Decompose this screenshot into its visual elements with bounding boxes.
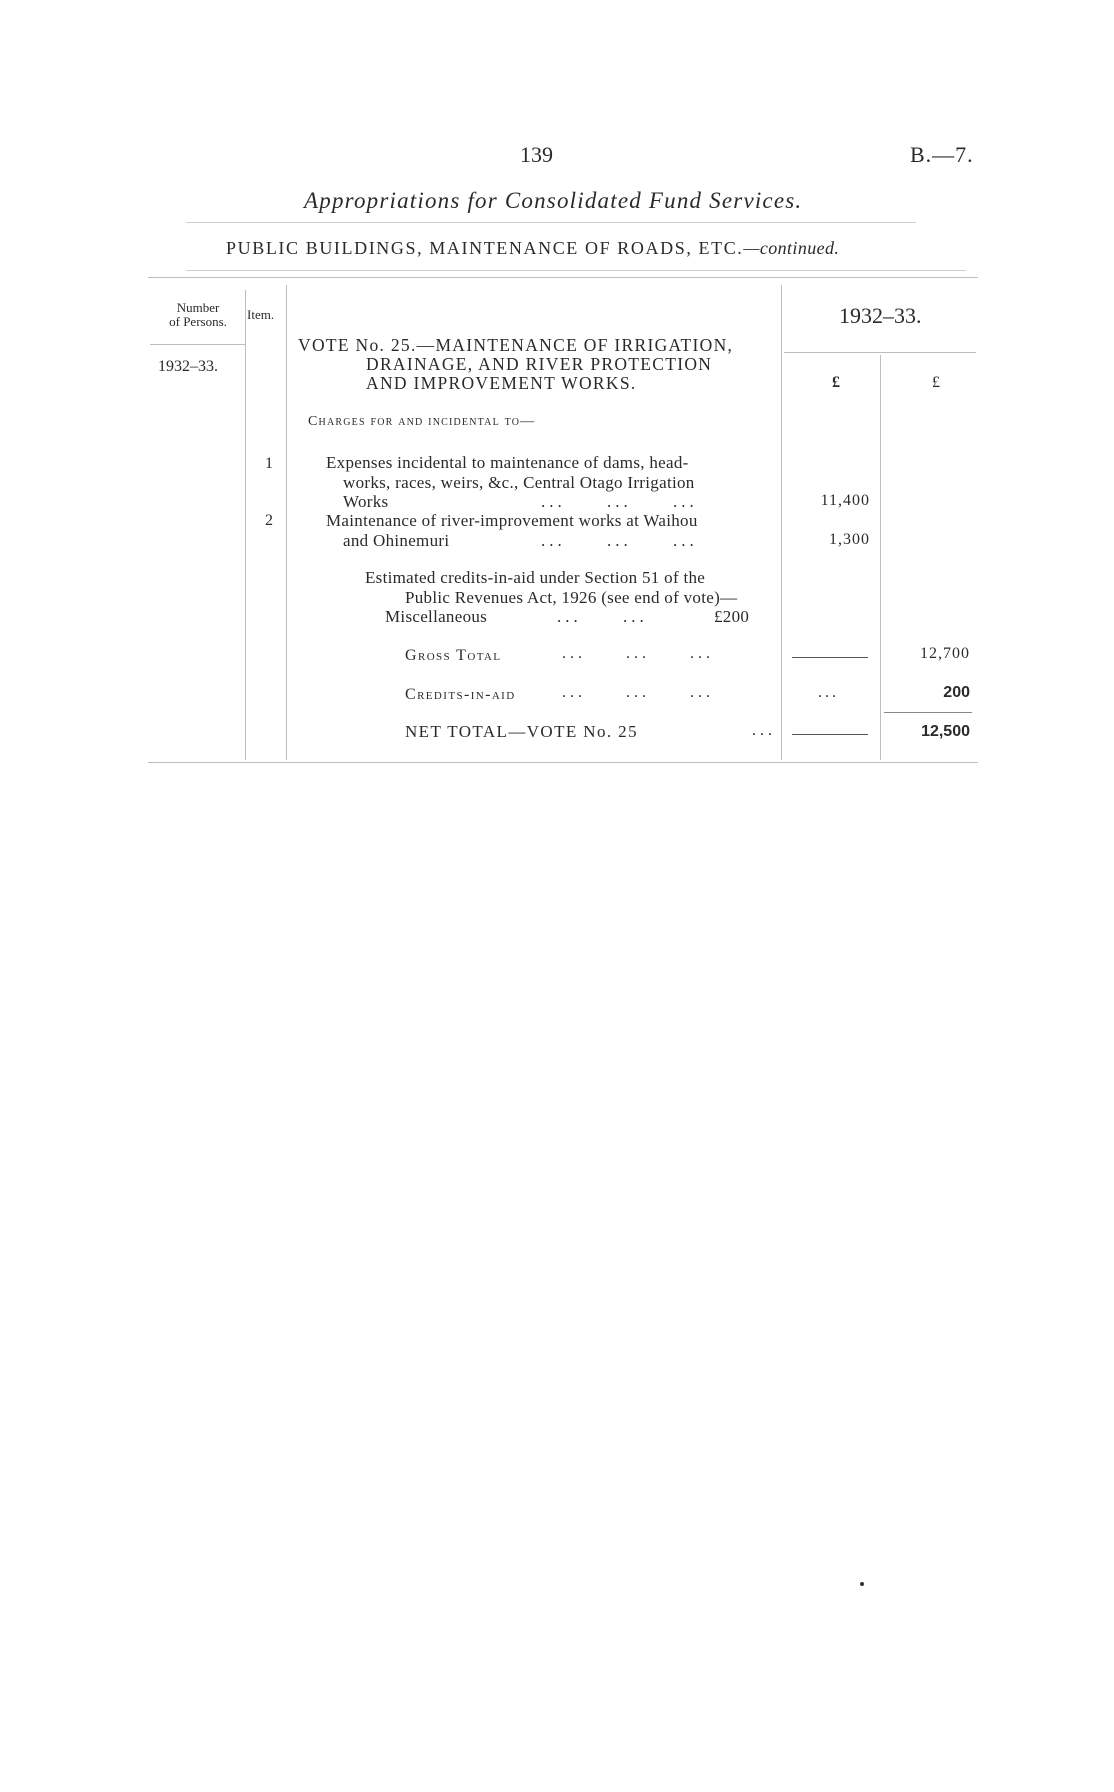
item-number-1: 1 [265, 455, 273, 472]
item-1-amount: 11,400 [820, 492, 870, 509]
credits-in-aid-leader-dots: ... ... ... [562, 684, 714, 701]
number-header-rule [150, 344, 246, 345]
item-2-description [326, 511, 776, 550]
vote-title-line2: DRAINAGE, AND RIVER PROTECTION [366, 354, 713, 374]
item-1-line1: Expenses incidental to maintenance of dams, head- [326, 453, 689, 472]
gross-total-label: Gross Total [405, 647, 502, 664]
heading-rule [186, 222, 916, 223]
gross-total-rule [792, 657, 868, 658]
gross-total-amount: 12,700 [920, 645, 970, 662]
number-header-line1: Number [176, 300, 220, 315]
item-1-line2: works, races, weirs, &c., Central Otago Irrigation [343, 472, 695, 492]
vote-title-line3: AND IMPROVEMENT WORKS. [366, 373, 637, 393]
credits-in-aid-subtotal: ... [818, 684, 839, 701]
year-header: 1932–33. [839, 303, 922, 328]
table-bottom-rule [148, 762, 978, 763]
item-2-line2-text: and Ohinemuri [343, 530, 450, 550]
item-2-leader-dots: ... ... ... [541, 530, 698, 550]
section-title-suffix: —continued. [743, 238, 840, 258]
item-2-amount: 1,300 [829, 531, 870, 548]
item-2-line1: Maintenance of river-improvement works at Waihou [326, 511, 698, 530]
credits-note-leader-dots: ... ... [557, 607, 648, 626]
credits-in-aid-rule [884, 712, 972, 713]
item-1-leader-dots: ... ... ... [541, 492, 698, 511]
section-title [226, 238, 839, 259]
section-title-text: PUBLIC BUILDINGS, MAINTENANCE OF ROADS, ETC. [226, 238, 744, 258]
credits-in-aid-note [365, 568, 777, 627]
year-header-rule [784, 352, 976, 353]
item-number-2: 2 [265, 512, 273, 529]
section-rule [186, 270, 966, 271]
item-1-description [326, 453, 776, 512]
document-reference: B.—7. [910, 142, 974, 167]
col-divider-item [286, 285, 287, 760]
page-heading: Appropriations for Consolidated Fund Services. [304, 188, 803, 213]
credits-in-aid-label: Credits-in-aid [405, 686, 516, 703]
vote-title-line1: VOTE No. 25.—MAINTENANCE OF IRRIGATION, [298, 335, 734, 355]
net-total-label: NET TOTAL—VOTE No. 25 [405, 722, 638, 741]
pound-sign-subtotal: £ [832, 374, 840, 391]
col-divider-number [245, 290, 246, 760]
stray-ink-mark [860, 1582, 864, 1586]
item-2-line2 [326, 531, 776, 551]
number-of-persons-header [150, 301, 246, 329]
pound-sign-total: £ [932, 374, 940, 391]
net-total-amount: 12,500 [921, 723, 970, 740]
number-year-label: 1932–33. [158, 358, 218, 375]
credits-note-line1: Estimated credits-in-aid under Section 51 of the [365, 568, 706, 587]
item-1-line3 [326, 492, 776, 512]
net-total-leader-dots: ... [752, 722, 776, 739]
vote-title [298, 336, 778, 393]
table-top-rule [148, 277, 978, 278]
gross-total-leader-dots: ... ... ... [562, 645, 714, 662]
number-header-line2: of Persons. [169, 314, 227, 329]
credits-note-line2: Public Revenues Act, 1926 (see end of vote)— [405, 587, 738, 607]
col-divider-description [781, 285, 782, 760]
charges-heading: Charges for and incidental to— [308, 414, 536, 429]
credits-note-line3 [365, 607, 777, 627]
credits-note-line3-text: Miscellaneous [385, 607, 488, 626]
item-1-line3-text: Works [343, 492, 389, 511]
net-total-rule [792, 734, 868, 735]
page-number: 139 [520, 142, 553, 167]
credits-note-amount: £200 [714, 607, 750, 626]
col-divider-amount [880, 355, 881, 760]
item-header: Item. [247, 307, 275, 322]
credits-in-aid-amount: 200 [943, 684, 970, 701]
